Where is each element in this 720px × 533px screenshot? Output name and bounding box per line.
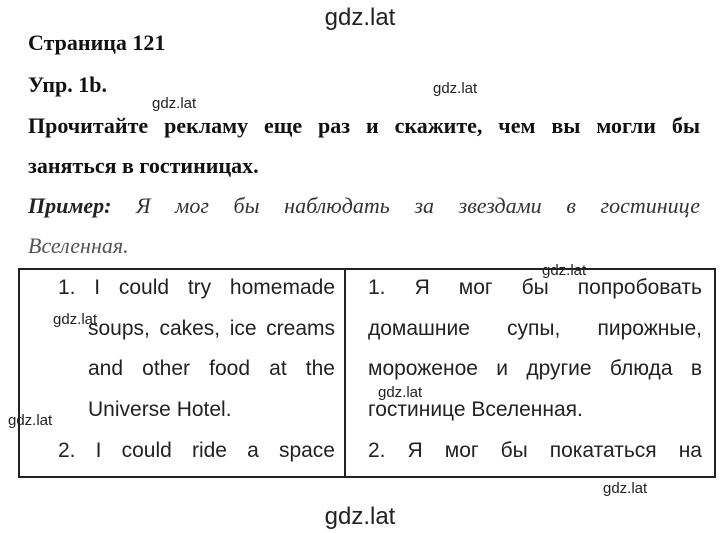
left-cell-line: 2. I could ride a space: [58, 439, 335, 462]
watermark: gdz.lat: [433, 80, 478, 97]
left-cell-line: soups, cakes, ice creams: [88, 317, 335, 340]
example-line-2: Вселенная.: [28, 233, 129, 258]
watermark: gdz.lat: [53, 311, 98, 328]
exercise-number: Упр. 1b.: [28, 72, 107, 97]
watermark: gdz.lat: [378, 384, 423, 401]
page-title: Страница 121: [28, 30, 166, 55]
watermark: gdz.lat: [603, 480, 648, 497]
left-cell-line: Universe Hotel.: [88, 398, 232, 421]
example-line-1: [28, 193, 700, 219]
watermark-top: gdz.lat: [324, 4, 396, 31]
right-cell-line: гостинице Вселенная.: [368, 398, 583, 421]
watermark: gdz.lat: [152, 95, 197, 112]
right-cell-line: мороженое и другие блюда в: [368, 357, 702, 380]
left-cell-line: and other food at the: [88, 357, 335, 380]
left-cell-line: 1. I could try homemade: [58, 276, 335, 299]
example-text: Я мог бы наблюдать за звездами в гостинице: [136, 193, 700, 218]
right-cell-line: 1. Я мог бы попробовать: [368, 276, 702, 299]
task-line-2: заняться в гостиницах.: [28, 153, 259, 178]
watermark-bottom: gdz.lat: [324, 503, 396, 530]
watermark: gdz.lat: [542, 262, 587, 279]
example-label: Пример:: [28, 193, 112, 218]
task-line-1: Прочитайте рекламу еще раз и скажите, чем вы могли бы: [28, 113, 700, 138]
right-cell-line: домашние супы, пирожные,: [368, 317, 702, 340]
table-divider: [344, 268, 346, 478]
watermark: gdz.lat: [8, 412, 53, 429]
right-cell-line: 2. Я мог бы покататься на: [368, 439, 702, 462]
